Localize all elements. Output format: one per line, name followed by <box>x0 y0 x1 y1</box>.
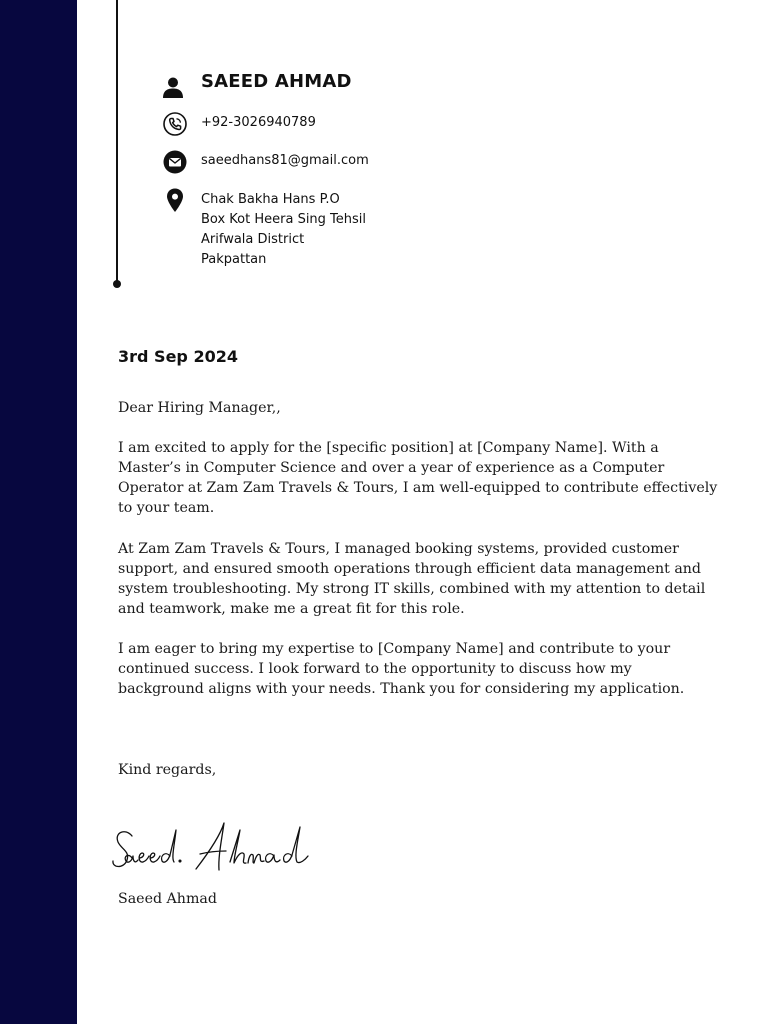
postal-address <box>201 190 461 270</box>
applicant-name: SAEED AHMAD <box>201 71 352 92</box>
phone-icon <box>162 111 188 137</box>
sidebar-band <box>0 0 77 1024</box>
signature <box>108 818 323 878</box>
body-paragraph-1: I am excited to apply for the [specific position] at [Company Name]. With a Master’s in Computer Science and over a year of experience as a Computer Operator at Zam Zam Travels & Tours, I am well-equipped to contribute effectively to your team. <box>118 440 718 517</box>
closing: Kind regards, <box>118 762 217 778</box>
header-vertical-rule <box>116 0 118 284</box>
header-rule-end-dot <box>113 280 121 288</box>
address-line: Arifwala District <box>201 232 305 247</box>
body-paragraph-3: I am eager to bring my expertise to [Company Name] and contribute to your continued success. I look forward to the opportunity to discuss how my background aligns with your needs. Thank you for considering my application. <box>118 641 685 698</box>
email-icon <box>162 149 188 175</box>
location-pin-icon <box>162 187 188 213</box>
address-line: Box Kot Heera Sing Tehsil <box>201 212 367 227</box>
letter-date: 3rd Sep 2024 <box>118 347 238 366</box>
email-address: saeedhans81@gmail.com <box>201 153 369 168</box>
salutation: Dear Hiring Manager,, <box>118 400 281 416</box>
signer-name: Saeed Ahmad <box>118 891 217 907</box>
address-line: Pakpattan <box>201 252 267 267</box>
phone-number: +92-3026940789 <box>201 115 316 130</box>
body-paragraph-2: At Zam Zam Travels & Tours, I managed booking systems, provided customer support, and ensured smooth operations through efficient data management and system troubleshooting. My strong IT skills, combined with my attention to detail and teamwork, make me a great fit for this role. <box>118 541 706 618</box>
person-icon <box>160 74 186 100</box>
address-line: Chak Bakha Hans P.O <box>201 192 340 207</box>
